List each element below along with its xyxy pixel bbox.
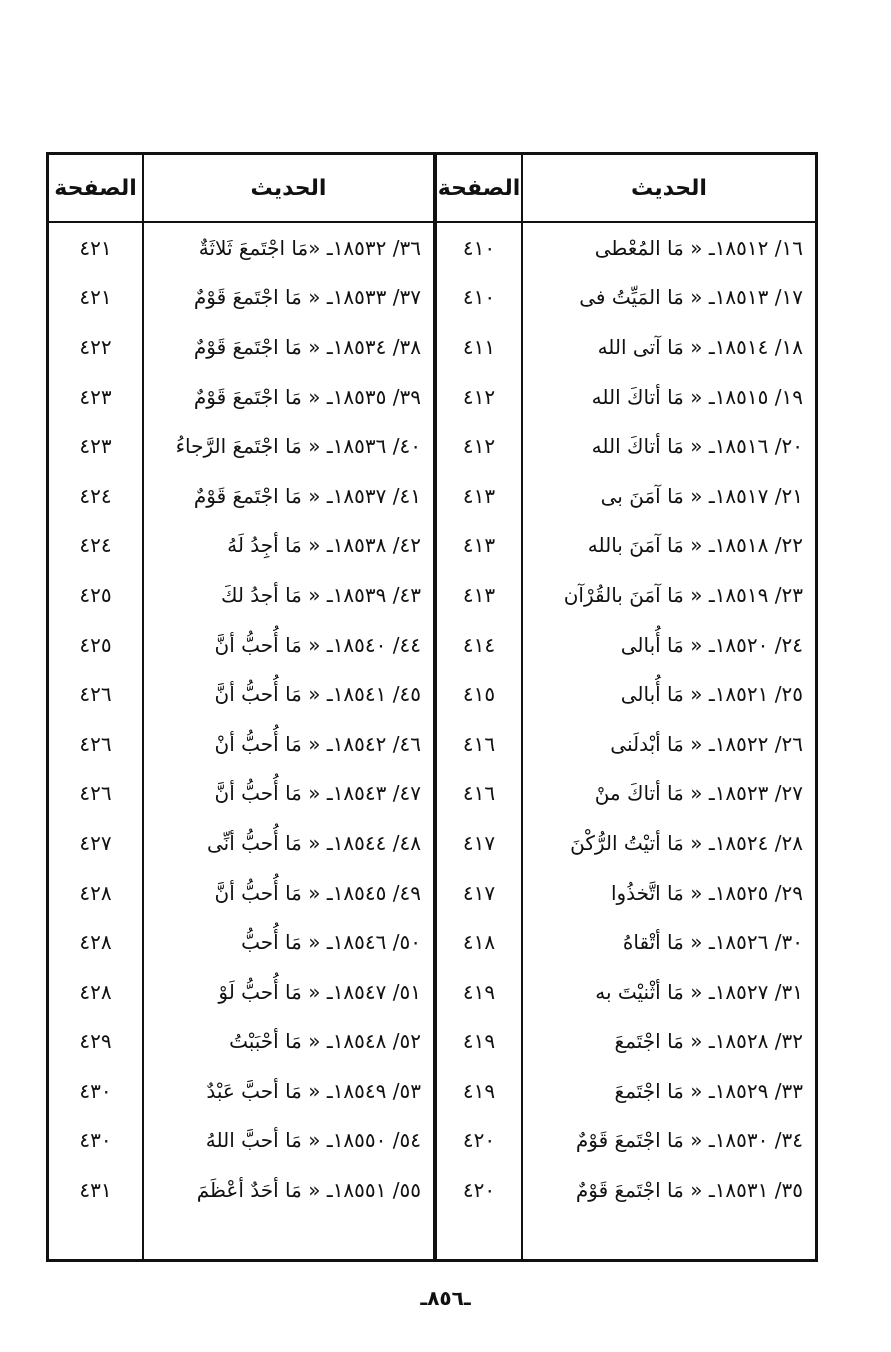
left-hadith-header: الحديث bbox=[250, 175, 327, 201]
hadith-entry: ٢٥/ ١٨٥٢١ـ « مَا أُبالى bbox=[620, 682, 803, 707]
hadith-entry: ٣٢/ ١٨٥٢٨ـ « مَا اجْتَمعَ bbox=[614, 1029, 803, 1054]
page-ref: ٤١٢ bbox=[462, 384, 496, 409]
hadith-entry: ٣٠/ ١٨٥٢٦ـ « مَا أتْقاهُ bbox=[622, 930, 803, 955]
page-ref: ٤٢٠ bbox=[462, 1128, 496, 1153]
hadith-entry: ٥٠/ ١٨٥٤٦ـ « مَا أُحبُّ bbox=[241, 930, 421, 955]
hadith-entry: ٤٥/ ١٨٥٤١ـ « مَا أُحبُّ أنَّ bbox=[214, 682, 421, 707]
hadith-entry: ٤٦/ ١٨٥٤٢ـ « مَا أُحبُّ أنْ bbox=[214, 731, 421, 756]
hadith-entry: ٢٣/ ١٨٥١٩ـ « مَا آمَنَ بالقُرْآن bbox=[563, 582, 803, 607]
hadith-entry: ٢٨/ ١٨٥٢٤ـ « مَا أتيْتُ الرُّكْنَ bbox=[570, 830, 803, 855]
hadith-entry: ٥٢/ ١٨٥٤٨ـ « مَا أحْبَبْتُ bbox=[229, 1029, 421, 1054]
hadith-entry: ٣٨/ ١٨٥٣٤ـ « مَا اجْتَمعَ قَوْمٌ bbox=[193, 334, 421, 359]
page-number: ـ٨٥٦ـ bbox=[420, 1286, 471, 1310]
page-ref: ٤٢٦ bbox=[79, 682, 112, 707]
left-hadith-column bbox=[144, 223, 433, 1215]
hadith-entry: ٤٣/ ١٨٥٣٩ـ « مَا أجدُ لكَ bbox=[220, 582, 421, 607]
hadith-entry: ٤٨/ ١٨٥٤٤ـ « مَا أُحبُّ أنِّى bbox=[207, 830, 421, 855]
page-ref: ٤١٥ bbox=[462, 682, 496, 707]
page-ref: ٤٢٤ bbox=[79, 533, 112, 558]
page-ref: ٤٢٦ bbox=[79, 731, 112, 756]
hadith-entry: ٤٧/ ١٨٥٤٣ـ « مَا أُحبُّ أنَّ bbox=[214, 781, 421, 806]
hadith-entry: ٢٠/ ١٨٥١٦ـ « مَا أتاكَ الله bbox=[591, 434, 803, 459]
page-ref: ٤١٧ bbox=[462, 880, 496, 905]
hadith-entry: ٥٣/ ١٨٥٤٩ـ « مَا أحبَّ عَبْدٌ bbox=[206, 1078, 421, 1103]
page-ref: ٤١٠ bbox=[462, 285, 496, 310]
page-ref: ٤١٩ bbox=[462, 979, 496, 1004]
hadith-entry: ٣٧/ ١٨٥٣٣ـ « مَا اجْتَمعَ قَوْمٌ bbox=[193, 285, 421, 310]
hadith-entry: ٣٣/ ١٨٥٢٩ـ « مَا اجْتَمعَ bbox=[614, 1078, 803, 1103]
hadith-entry: ٣١/ ١٨٥٢٧ـ « مَا أثْنيْتَ به bbox=[595, 979, 803, 1004]
hadith-entry: ٢٤/ ١٨٥٢٠ـ « مَا أُبالى bbox=[620, 632, 803, 657]
hadith-entry: ٢٦/ ١٨٥٢٢ـ « مَا أبْدلَنى bbox=[610, 731, 803, 756]
page-ref: ٤٢٨ bbox=[79, 880, 112, 905]
page-ref: ٤٣١ bbox=[79, 1178, 112, 1203]
page-ref: ٤٢٣ bbox=[79, 384, 112, 409]
page-ref: ٤١٧ bbox=[462, 830, 496, 855]
hadith-entry: ١٦/ ١٨٥١٢ـ « مَا المُعْطى bbox=[594, 235, 803, 260]
hadith-entry: ٣٩/ ١٨٥٣٥ـ « مَا اجْتَمعَ قَوْمٌ bbox=[193, 384, 421, 409]
page-ref: ٤٢٨ bbox=[79, 930, 112, 955]
page-ref: ٤١٣ bbox=[462, 533, 496, 558]
page-ref: ٤٢٩ bbox=[79, 1029, 112, 1054]
page-ref: ٤١١ bbox=[462, 334, 496, 359]
left-page-column bbox=[49, 223, 142, 1215]
page-ref: ٤١٣ bbox=[462, 483, 496, 508]
page-ref: ٤٢٥ bbox=[79, 632, 112, 657]
hadith-entry: ٤٩/ ١٨٥٤٥ـ « مَا أُحبُّ أنَّ bbox=[214, 880, 421, 905]
page-ref: ٤٢٥ bbox=[79, 582, 112, 607]
page-ref: ٤٢١ bbox=[79, 285, 112, 310]
page-ref: ٤٢٤ bbox=[79, 483, 112, 508]
hadith-entry: ٣٤/ ١٨٥٣٠ـ « مَا اجْتَمعَ قَوْمٌ bbox=[575, 1128, 803, 1153]
page-ref: ٤١٨ bbox=[462, 930, 496, 955]
index-table bbox=[46, 152, 818, 1262]
page-ref: ٤٢٢ bbox=[79, 334, 112, 359]
page-ref: ٤١٣ bbox=[462, 582, 496, 607]
hadith-entry: ١٩/ ١٨٥١٥ـ « مَا أتاكَ الله bbox=[591, 384, 803, 409]
page-ref: ٤٢٧ bbox=[79, 830, 112, 855]
hadith-entry: ٥٤/ ١٨٥٥٠ـ « مَا أحبَّ اللهُ bbox=[205, 1128, 421, 1153]
hadith-entry: ٥١/ ١٨٥٤٧ـ « مَا أُحبُّ لَوْ bbox=[218, 979, 421, 1004]
hadith-entry: ١٨/ ١٨٥١٤ـ « مَا آتى الله bbox=[597, 334, 803, 359]
page-ref: ٤١٦ bbox=[462, 731, 496, 756]
page-ref: ٤٢٠ bbox=[462, 1178, 496, 1203]
right-hadith-column bbox=[523, 223, 815, 1215]
hadith-entry: ٤٤/ ١٨٥٤٠ـ « مَا أُحبُّ أنَّ bbox=[214, 632, 421, 657]
page-ref: ٤١٦ bbox=[462, 781, 496, 806]
hadith-entry: ١٧/ ١٨٥١٣ـ « مَا المَيِّتُ فى bbox=[579, 285, 803, 310]
hadith-entry: ٢٩/ ١٨٥٢٥ـ « مَا اتَّخذُوا bbox=[610, 880, 803, 905]
page-ref: ٤٢٦ bbox=[79, 781, 112, 806]
right-page-header: الصفحة bbox=[437, 175, 521, 201]
right-page-column bbox=[437, 223, 521, 1215]
page-ref: ٤٢٨ bbox=[79, 979, 112, 1004]
page-ref: ٤٢١ bbox=[79, 235, 112, 260]
hadith-entry: ٣٥/ ١٨٥٣١ـ « مَا اجْتَمعَ قَوْمٌ bbox=[575, 1178, 803, 1203]
right-hadith-header: الحديث bbox=[631, 175, 707, 201]
hadith-entry: ٥٥/ ١٨٥٥١ـ « مَا أحَدٌ أعْظَمَ bbox=[196, 1178, 421, 1203]
left-page-header: الصفحة bbox=[54, 175, 137, 201]
page-ref: ٤١٩ bbox=[462, 1078, 496, 1103]
hadith-entry: ٢٧/ ١٨٥٢٣ـ « مَا أتاكَ منْ bbox=[594, 781, 803, 806]
page-ref: ٤١٤ bbox=[462, 632, 496, 657]
page-ref: ٤١٠ bbox=[462, 235, 496, 260]
hadith-entry: ٤٢/ ١٨٥٣٨ـ « مَا أجِدُ لَهُ bbox=[227, 533, 421, 558]
page-ref: ٤٣٠ bbox=[79, 1078, 112, 1103]
page-ref: ٤٣٠ bbox=[79, 1128, 112, 1153]
page-ref: ٤٢٣ bbox=[79, 434, 112, 459]
hadith-entry: ٢١/ ١٨٥١٧ـ « مَا آمَنَ بى bbox=[600, 483, 803, 508]
page-ref: ٤١٢ bbox=[462, 434, 496, 459]
hadith-entry: ٤٠/ ١٨٥٣٦ـ « مَا اجْتَمعَ الرَّجاءُ bbox=[175, 434, 421, 459]
hadith-entry: ٣٦/ ١٨٥٣٢ـ «مَا اجْتَمعَ ثَلاثَةٌ bbox=[198, 235, 421, 260]
hadith-entry: ٤١/ ١٨٥٣٧ـ « مَا اجْتَمعَ قَوْمٌ bbox=[193, 483, 421, 508]
hadith-entry: ٢٢/ ١٨٥١٨ـ « مَا آمَنَ بالله bbox=[587, 533, 803, 558]
page-ref: ٤١٩ bbox=[462, 1029, 496, 1054]
